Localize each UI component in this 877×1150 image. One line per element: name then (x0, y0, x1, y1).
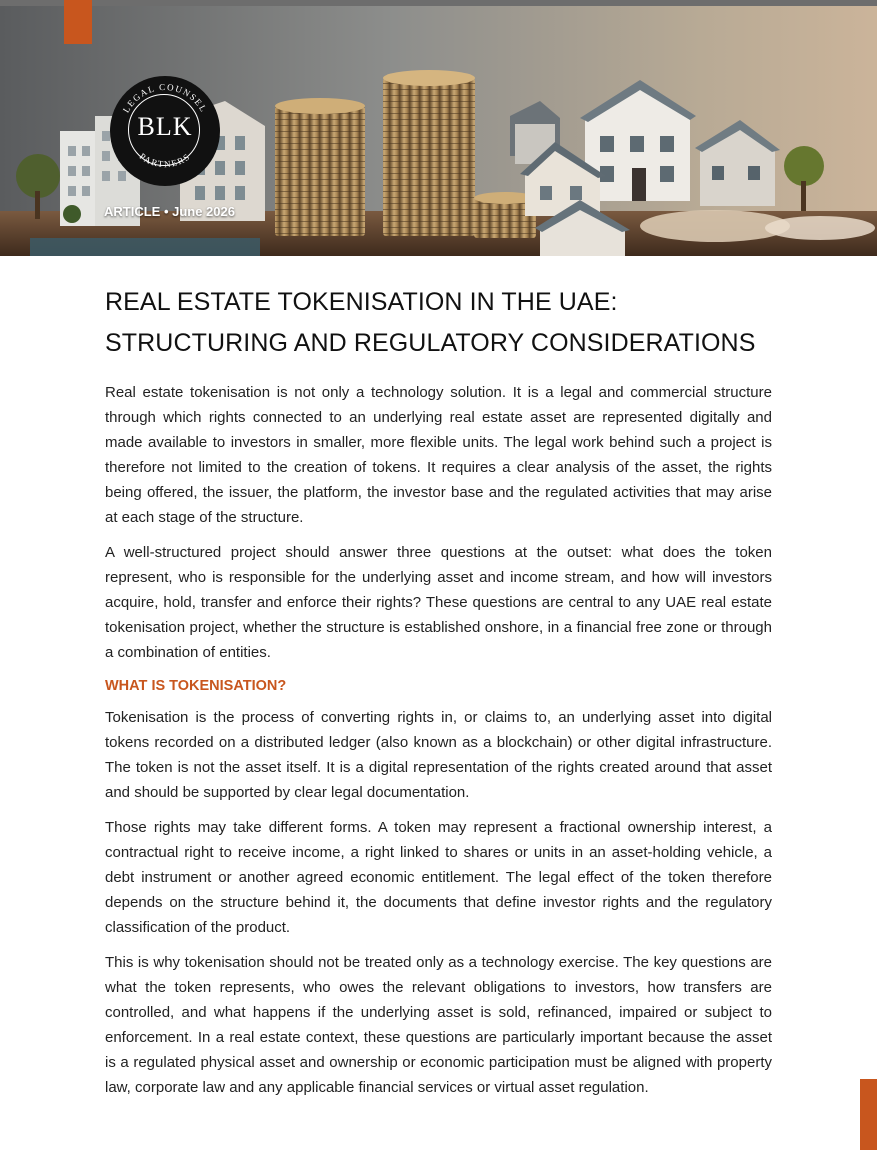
section-heading: WHAT IS TOKENISATION? (105, 678, 287, 694)
section-paragraph-2: Those rights may take different forms. A token may represent a fractional ownership interest, a contractual right to receive income, a right linked to shares or units in an asset-holding vehicle, a debt instrument or another agreed economic entitlement. The legal effect of the token therefore depends on the structure behind it, the documents that define investor rights and the regulatory classification of the product. (105, 819, 772, 936)
coin-stack-1 (275, 106, 365, 236)
brand-logo (110, 76, 220, 186)
article-title: REAL ESTATE TOKENISATION IN THE UAE: STRUCTURING AND REGULATORY CONSIDERATIONS (105, 288, 756, 357)
article-body (105, 282, 772, 1110)
coin-stack-2 (383, 78, 475, 236)
intro-paragraph-2: A well-structured project should answer three questions at the outset: what does the token represent, who is responsible for the underlying asset and income stream, and how will investors acquire, hold, transfer and enforce their rights? These questions are central to any UAE real estate tokenisation project, whether the structure is established onshore, in a financial free zone or through a combination of entities. (105, 544, 772, 661)
accent-bar-bottom-right (860, 1079, 877, 1150)
hero-banner (0, 6, 877, 256)
section-paragraph-1: Tokenisation is the process of converting rights in, or claims to, an underlying asset into digital tokens recorded on a distributed ledger (also known as a blockchain) or other digital infrastructure. The token is not the asset itself. It is a digital representation of the rights created around that asset and should be supported by clear legal documentation. (105, 709, 772, 801)
article-date-tag: ARTICLE • June 2026 (104, 204, 235, 219)
logo-main-text: BLK (137, 112, 193, 141)
section-paragraph-3: This is why tokenisation should not be treated only as a technology exercise. The key questions are what the token represents, who owes the relevant obligations to investors, how transfers are controlled, and what happens if the underlying asset is sold, refinanced, impaired or subject to enforcement. In a real estate context, these questions are particularly important because the asset is a regulated physical asset and ownership or economic participation must be aligned with property law, corporate law and any applicable financial services or virtual asset regulation. (105, 954, 772, 1096)
logo-bottom-text: PARTNERS (137, 151, 193, 170)
intro-paragraph-1: Real estate tokenisation is not only a technology solution. It is a legal and commercial structure through which rights connected to an underlying real estate asset are represented digitally and made available to investors in smaller, more flexible units. The legal work behind such a project is therefore not limited to the creation of tokens. It requires a clear analysis of the asset, the rights being offered, the issuer, the platform, the investor base and the regulated activities that may arise at each stage of the structure. (105, 384, 772, 526)
accent-tab-top (64, 0, 92, 44)
logo-top-text: LEGAL COUNSEL (120, 81, 210, 115)
